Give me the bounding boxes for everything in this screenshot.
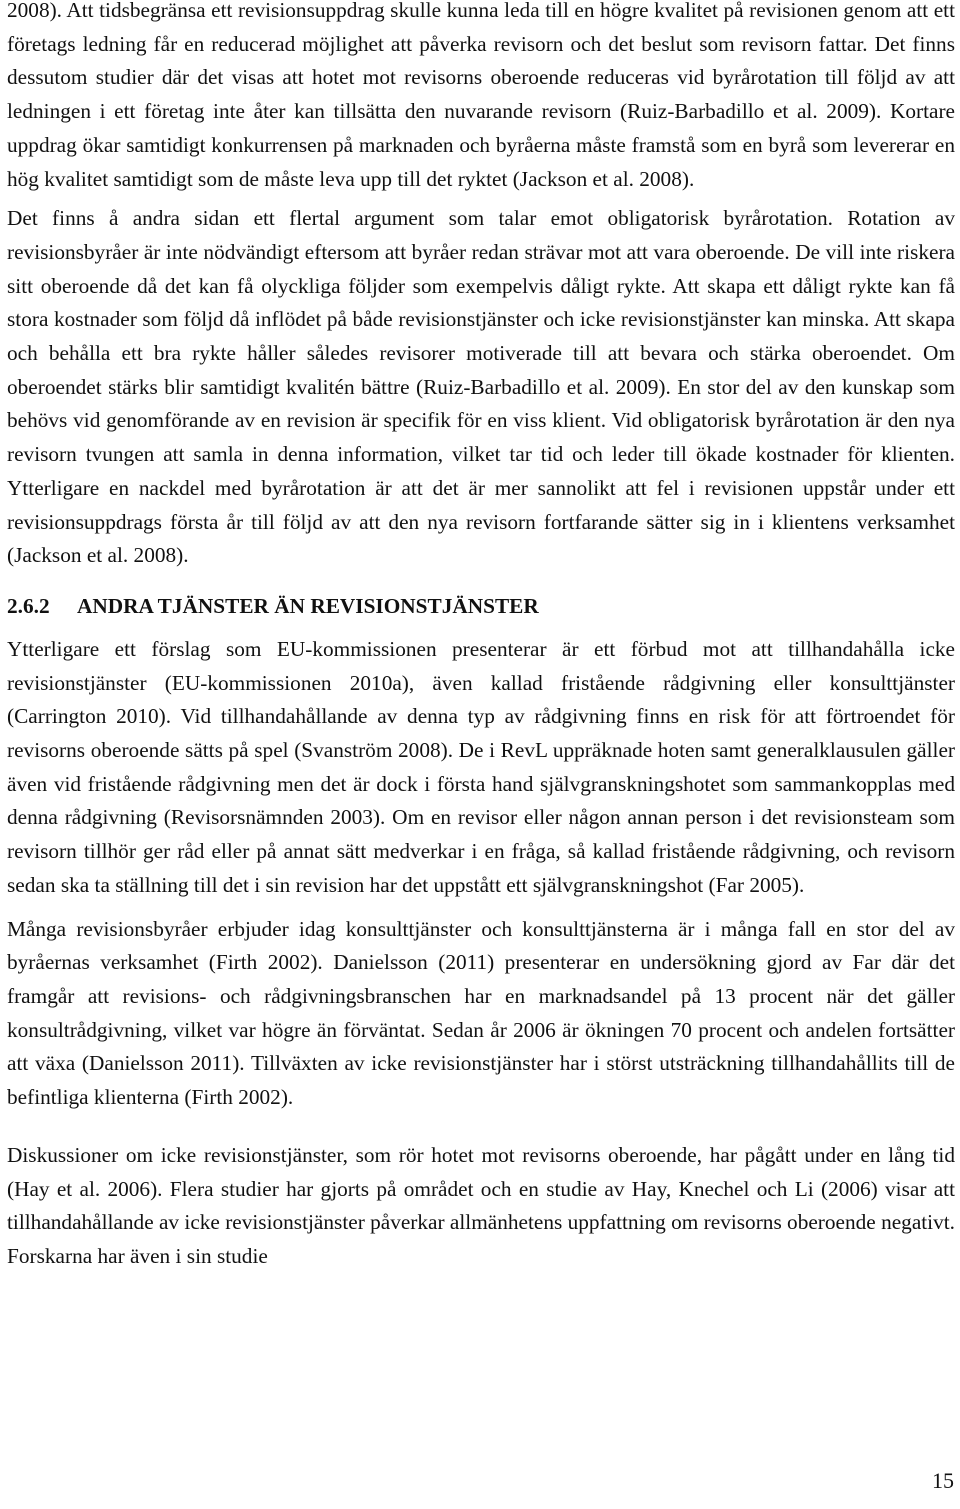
section-title: ANDRA TJÄNSTER ÄN REVISIONSTJÄNSTER [77,593,539,618]
paragraph-byrarotation-arguments-against: Det finns å andra sidan ett flertal argument som talar emot obligatorisk byrårotation. Rotation av revisionsbyråer är inte nödvändigt eftersom att byråer redan strävar mot att vara oberoende. De vill inte riskera sitt oberoende då det kan få olyckliga följder som exempelvis dåligt rykte. Att skapa ett dåligt rykte kan få stora kostnader som följd då inflödet på både revisionstjänster och icke revisionstjänster kan minska. Att skapa och behålla ett bra rykte håller således revisorer motiverade till att bevara och stärka oberoendet. Om oberoendet stärks blir samtidigt kvalitén bättre (Ruiz-Barbadillo et al. 2009). En stor del av den kunskap som behövs vid genomförande av en revision är specifik för en viss klient. Vid obligatorisk byrårotation är den nya revisorn tvungen att samla in denna information, vilket tar tid och leder till ökade kostnader för klienten. Ytterligare en nackdel med byrårotation är att det är mer sannolikt att fel i revisionen uppstår under ett revisionsuppdrags första år till följd av att den nya revisorn fortfarande sätter sig in i klientens verksamhet (Jackson et al. 2008). [7,206,955,568]
paragraph-byrarotation-arguments-for: 2008). Att tidsbegränsa ett revisionsuppdrag skulle kunna leda till en högre kvalitet på revisionen genom att ett företags ledning får en reducerad möjlighet att påverka revisorn och det beslut som revisorn fattar. Det finns dessutom studier där det visas att hotet mot revisorns oberoende reduceras vid byrårotation till följd av att ledningen i ett företag inte åter kan tillsätta den nuvarande revisorn (Ruiz-Barbadillo et al. 2009). Kortare uppdrag ökar samtidigt konkurrensen på marknaden och byråerna måste framstå som en byrå som levererar en hög kvalitet samtidigt som de måste leva upp till det ryktet (Jackson et al. 2008). [7,0,955,191]
paragraph-consulting-market: Många revisionsbyråer erbjuder idag konsulttjänster och konsulttjänsterna är i många fall en stor del av byråernas verksamhet (Firth 2002). Danielsson (2011) presenterar en undersökning gjord av Far där det framgår att revisions- och rådgivningsbranschen har en marknadsandel på 13 procent när det gäller konsultrådgivning, vilket var högre än förväntat. Sedan år 2006 är ökningen 70 procent och andelen fortsätter att växa (Danielsson 2011). Tillväxten av icke revisionstjänster har i störst utsträckning tillhandahållits till de befintliga klienterna (Firth 2002). [7,916,955,1110]
section-number: 2.6.2 [7,593,50,618]
section-heading [7,591,955,621]
page-content [7,0,955,1274]
page-number: 15 [932,1468,954,1493]
paragraph-non-audit-services-proposal: Ytterligare ett förslag som EU-kommissionen presenterar är ett förbud mot att tillhandahålla icke revisionstjänster (EU-kommissionen 2010a), även kallad fristående rådgivning eller konsulttjänster (Carrington 2010). Vid tillhandahållande av denna typ av rådgivning finns en risk för att förtroendet för revisorns oberoende sätts på spel (Svanström 2008). De i RevL uppräknade hoten samt generalklausulen gäller även vid fristående rådgivning men det är dock i första hand självgranskningshotet som sammankopplas med denna rådgivning (Revisorsnämnden 2003). Om en revisor eller någon annan person i det revisionsteam som revisorn tillhör ger råd eller på annat sätt medverkar i en fråga, så kallad fristående rådgivning, och revisorn sedan ska ta ställning till det i sin revision har det uppstått ett självgranskningshot (Far 2005). [7,636,955,897]
paragraph-independence-discussion: Diskussioner om icke revisionstjänster, som rör hotet mot revisorns oberoende, har pågått under en lång tid (Hay et al. 2006). Flera studier har gjorts på området och en studie av Hay, Knechel och Li (2006) visar att tillhandahållande av icke revisionstjänster påverkar allmänhetens uppfattning om revisorns oberoende negativt. Forskarna har även i sin studie [7,1142,955,1268]
